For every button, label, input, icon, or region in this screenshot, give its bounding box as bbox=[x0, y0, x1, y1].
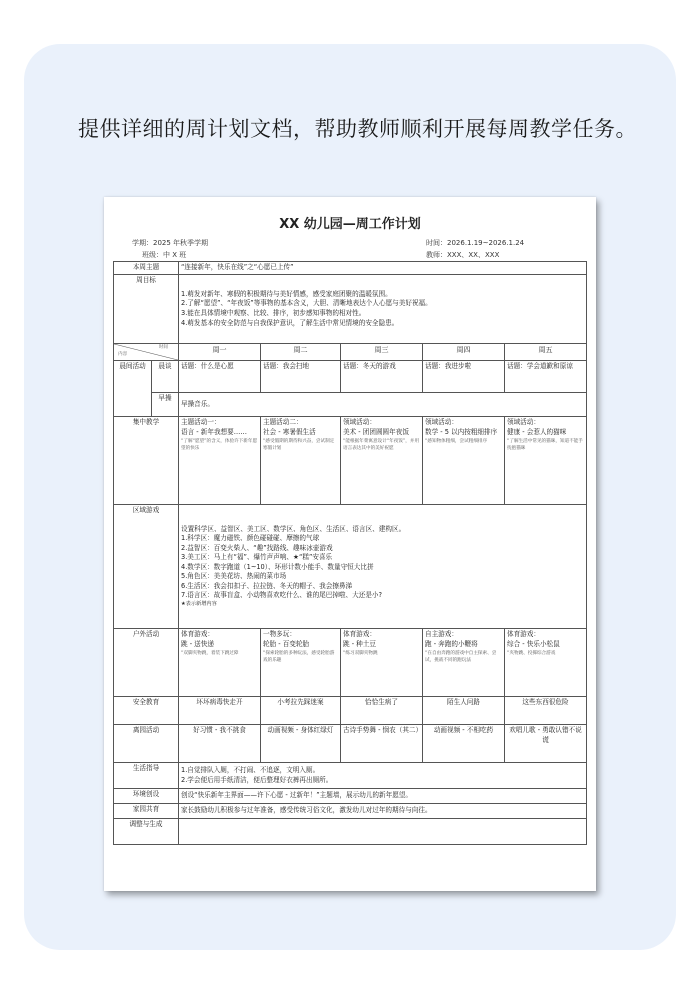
safety-thursday: 陌生人问路 bbox=[423, 697, 505, 725]
dismissal-friday: 欢唱儿歌 - 勇敢认错不说谎 bbox=[505, 725, 587, 763]
day-wednesday: 周三 bbox=[341, 344, 423, 361]
area-item: 3.美工区：马上有“福”、爆竹声声响、★“糕”安喜乐 bbox=[181, 553, 333, 562]
document-page bbox=[104, 197, 596, 891]
morning-label: 晨间活动 bbox=[114, 361, 152, 417]
day-tuesday: 周二 bbox=[261, 344, 341, 361]
adjustment-row bbox=[114, 819, 587, 845]
day-header-row bbox=[114, 344, 587, 361]
dismissal-row bbox=[114, 725, 587, 763]
safety-wednesday: 恰恰生病了 bbox=[341, 697, 423, 725]
focus-wednesday: 领域活动： 美术 - 团团圆圆年夜饭 “能根据年菜寓意设计“年夜饭”，并用语言表达其中的美好祝愿 bbox=[341, 417, 423, 505]
area-games-row bbox=[114, 505, 587, 629]
outdoor-row bbox=[114, 629, 587, 697]
document-title: XX 幼儿园—周工作计划 bbox=[279, 217, 421, 232]
goal-item: 2.了解“愿望”、“年夜饭”等事物的基本含义，大胆、清晰地表达个人心愿与美好祝福。 bbox=[181, 299, 432, 308]
goals-label: 周目标 bbox=[114, 275, 179, 344]
focus-monday: 主题活动一： 语言 - 新年我想要…… “了解“愿望”的含义，体验许下新年愿望的快乐 bbox=[179, 417, 261, 505]
exercise-row bbox=[114, 393, 587, 417]
home-label: 家园共育 bbox=[114, 804, 179, 819]
focus-label: 集中教学 bbox=[114, 417, 179, 505]
life-item: 1.自觉排队入厕，不打闹、不追逐，文明入厕。 bbox=[181, 765, 320, 774]
area-item: 2.益智区：百变火柴人、“趣”找路线、趣味冰壶游戏 bbox=[181, 543, 333, 552]
talk-thursday: 话题：我进步啦 bbox=[423, 361, 505, 393]
outdoor-label: 户外活动 bbox=[114, 629, 179, 697]
life-list bbox=[179, 763, 587, 789]
outdoor-wednesday: 体育游戏： 跳 - 种土豆 “练习双脚夹物跳 bbox=[341, 629, 423, 697]
focus-tuesday: 主题活动二： 社会 - 寒暑假生活 “感受假期的期待和兴奋，尝试制定寒假计划 bbox=[261, 417, 341, 505]
talk-monday: 话题：什么是心愿 bbox=[179, 361, 261, 393]
area-label: 区域游戏 bbox=[114, 505, 179, 629]
dismissal-thursday: 动画视频 - 不相吃药 bbox=[423, 725, 505, 763]
env-label: 环境创设 bbox=[114, 789, 179, 804]
dismissal-label: 离园活动 bbox=[114, 725, 179, 763]
focus-thursday: 领域活动： 数学 - 5 以内按粗细排序 “感知物体粗细，尝试粗细排序 bbox=[423, 417, 505, 505]
intro-text: 提供详细的周计划文档，帮助教师顺利开展每周教学任务。 bbox=[78, 117, 637, 141]
focus-teaching-row bbox=[114, 417, 587, 505]
safety-monday: 坏坏病毒快走开 bbox=[179, 697, 261, 725]
life-item: 2.学会便后用手纸清洁，便后整理好衣裤再出厕所。 bbox=[181, 775, 333, 784]
safety-friday: 这些东西很危险 bbox=[505, 697, 587, 725]
teachers-label: 教师：XXX、XX、XXX bbox=[426, 251, 500, 259]
class-label: 班级：中 X 班 bbox=[142, 251, 187, 259]
diag-content-label: 内容 bbox=[118, 352, 128, 358]
home-text: 家长鼓励幼儿积极参与过年准备，感受传统习俗文化，激发幼儿对过年的期待与向往。 bbox=[179, 804, 587, 819]
diag-time-label: 时间 bbox=[158, 345, 168, 350]
semester-label: 学期：2025 年秋季学期 bbox=[132, 239, 209, 247]
environment-row bbox=[114, 789, 587, 804]
dismissal-tuesday: 动画视频 - 身体红绿灯 bbox=[261, 725, 341, 763]
env-text: 创设“快乐新年主界面——许下心愿 - 过新年！”主题墙，展示幼儿的新年愿望。 bbox=[179, 789, 587, 804]
goal-item: 1.萌发对新年、寒假的积极期待与美好情感，感受家庭团聚的温暖氛围。 bbox=[181, 289, 392, 298]
weekly-plan-table bbox=[113, 261, 587, 845]
theme-label: 本周主题 bbox=[114, 262, 179, 275]
dismissal-wednesday: 古诗手势舞 - 悯农（其二） bbox=[341, 725, 423, 763]
area-item: 4.数学区：数字跑道（1~10）、环形计数小能手、数量守恒大比拼 bbox=[181, 562, 374, 571]
home-school-row bbox=[114, 804, 587, 819]
adjust-text bbox=[179, 819, 587, 845]
talk-label: 晨谈 bbox=[152, 361, 179, 393]
outdoor-tuesday: 一物多玩： 轮胎 - 百变轮胎 “探索轮胎的多种玩法，感受轮胎游戏的乐趣 bbox=[261, 629, 341, 697]
area-footnote: ★表示新增内容 bbox=[181, 600, 217, 607]
talk-wednesday: 话题：冬天的游戏 bbox=[341, 361, 423, 393]
exercise-text: 早操音乐。 bbox=[179, 393, 587, 417]
area-item: 5.角色区：美美花坊、热闹的菜市场 bbox=[181, 572, 287, 581]
talk-friday: 话题：学会道歉和原谅 bbox=[505, 361, 587, 393]
exercise-label: 早操 bbox=[152, 393, 179, 417]
goal-item: 3.能在具体情境中观察、比较、排序，初步感知事物的相对性。 bbox=[181, 309, 366, 317]
safety-tuesday: 小考拉先踩迷案 bbox=[261, 697, 341, 725]
adjust-label: 调整与生成 bbox=[114, 819, 179, 845]
goals-row bbox=[114, 275, 587, 344]
area-list bbox=[179, 505, 587, 629]
area-item: 7.语言区：故事盲盒、小动物喜欢吃什么、谁的尾巴掉啦、大还是小? bbox=[181, 591, 383, 600]
theme-row bbox=[114, 262, 587, 275]
goals-list bbox=[179, 275, 587, 344]
morning-talk-row bbox=[114, 361, 587, 393]
dismissal-monday: 好习惯 - 我不挑食 bbox=[179, 725, 261, 763]
goal-item: 4.萌发基本的安全防范与自我保护意识，了解生活中常见情境的安全隐患。 bbox=[181, 318, 399, 327]
diagonal-header-cell bbox=[114, 344, 179, 361]
area-item: 设置科学区、益智区、美工区、数学区、角色区、生活区、语言区、建构区。 bbox=[181, 524, 406, 533]
theme-text: “连接新年，快乐在线”之“心愿已上传” bbox=[179, 262, 587, 275]
focus-friday: 领域活动： 健康 - 会惹人的猫咪 “了解生活中常见的猫咪，知道不能手抚抱猫咪 bbox=[505, 417, 587, 505]
talk-tuesday: 话题：我会扫地 bbox=[261, 361, 341, 393]
area-item: 1.科学区：魔力磁铁、颜色碰碰碰、摩擦的气球 bbox=[181, 534, 320, 543]
day-monday: 周一 bbox=[179, 344, 261, 361]
day-friday: 周五 bbox=[505, 344, 587, 361]
area-item: 6.生活区：我会扣扣子、拉拉链、冬天的帽子、我会擦鼻涕 bbox=[181, 581, 353, 590]
life-label: 生活指导 bbox=[114, 763, 179, 789]
date-range: 时间：2026.1.19~2026.1.24 bbox=[426, 239, 525, 247]
outdoor-thursday: 自主游戏： 跑 - 奔跑的小鞭将 “在自由奔跑的游戏中自主探索、尝试，挑战不同的跑玩法 bbox=[423, 629, 505, 697]
outdoor-monday: 体育游戏： 跳 - 送快递 “双脚夹物跳，着装下跳过障 bbox=[179, 629, 261, 697]
safety-row bbox=[114, 697, 587, 725]
day-thursday: 周四 bbox=[423, 344, 505, 361]
life-guidance-row bbox=[114, 763, 587, 789]
outdoor-friday: 体育游戏： 综合 - 快乐小松鼠 “夹物跳、投掷综合游戏 bbox=[505, 629, 587, 697]
safety-label: 安全教育 bbox=[114, 697, 179, 725]
